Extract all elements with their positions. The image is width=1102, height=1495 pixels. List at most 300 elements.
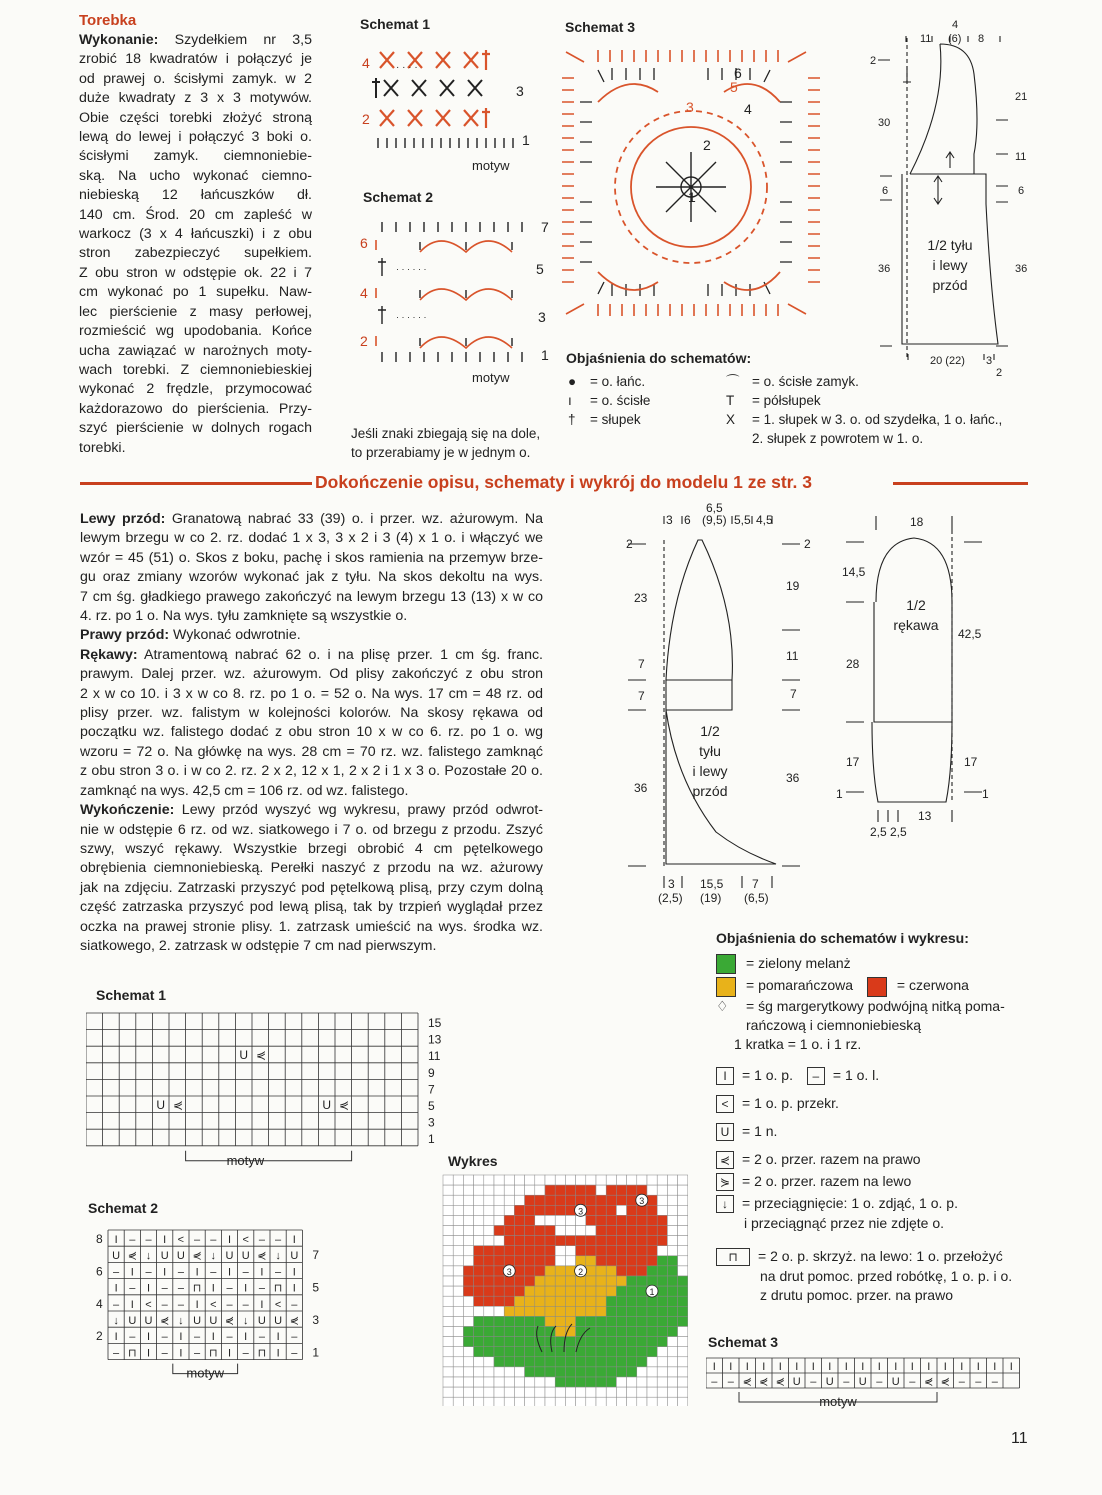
wykres-cell (463, 1377, 473, 1387)
s2-cell: I (244, 1282, 248, 1295)
wykres-cell (525, 1256, 535, 1266)
wykres-cell (576, 1316, 586, 1326)
wykres-cell (474, 1377, 484, 1387)
wykres-cell (504, 1195, 514, 1205)
bag-section (79, 12, 312, 458)
main-text-line: wzoru = 72 o. Na główkę na wys. 28 cm = 70 rz. wz. falistego zamknąć (80, 743, 543, 760)
bag-text-line: rozmieścić wg upodobania. Końce (79, 323, 312, 340)
wykres-cell (535, 1246, 545, 1256)
front-right-7: 7 (790, 687, 797, 701)
wykres-cell (647, 1226, 657, 1236)
wykres-cell (637, 1256, 647, 1266)
bag-text-line: torebki. (79, 439, 126, 456)
wykres-cell (565, 1246, 575, 1256)
wykres-cell (525, 1246, 535, 1256)
s2-cell: I (227, 1347, 232, 1360)
s2-cell: U (241, 1250, 250, 1263)
front-label-4: przód (692, 783, 728, 799)
wykres-cell (596, 1246, 606, 1256)
bag-title: Torebka (79, 12, 137, 29)
wykres-cell (657, 1185, 667, 1195)
c1-row-3: 3 (516, 83, 524, 99)
wykres-cell (535, 1337, 545, 1347)
s2-cell: I (163, 1266, 167, 1279)
wykres-cell (657, 1347, 667, 1357)
wykres-cell (647, 1236, 657, 1246)
wykres-cell (545, 1246, 555, 1256)
wykres-cell (525, 1347, 535, 1357)
wykres-cell (504, 1367, 514, 1377)
wykres-cell (606, 1306, 616, 1316)
wykres-cell (565, 1215, 575, 1225)
wykres-cell (637, 1316, 647, 1326)
s3-cell: – (727, 1376, 734, 1388)
wykres-cell (525, 1367, 535, 1377)
wykres-cell (474, 1357, 484, 1367)
front-right-36: 36 (786, 771, 800, 785)
wykres-cell (606, 1286, 616, 1296)
s3-cell: – (909, 1376, 916, 1388)
wykres-cell (576, 1226, 586, 1236)
wykres-cell (494, 1296, 504, 1306)
wykres-cell (647, 1347, 657, 1357)
wykres-cell (484, 1236, 494, 1246)
wykres-cell (514, 1347, 524, 1357)
s3-cell: I (778, 1361, 782, 1373)
s2-cell: I (260, 1298, 264, 1311)
wykres-cell (627, 1337, 637, 1347)
wykres-cell (616, 1316, 626, 1326)
wykres-cell (657, 1357, 667, 1367)
wykres-cell (596, 1377, 606, 1387)
wykres-cell (627, 1316, 637, 1326)
s2-cell: ↓ (145, 1250, 152, 1263)
wykres-cell (453, 1296, 463, 1306)
wykres-cell (504, 1306, 514, 1316)
wykres-cell (474, 1276, 484, 1286)
s3-cell: I (795, 1361, 799, 1373)
wykres-cell (494, 1327, 504, 1337)
s3-cell: I (729, 1361, 733, 1373)
wykres-cell (474, 1337, 484, 1347)
main-text-line: Wykończenie: Lewy przód wyszyć wg wykresu, prawy przód odwrot- (80, 802, 543, 819)
wykres-cell (616, 1256, 626, 1266)
wykres-cell (463, 1306, 473, 1316)
s2-cell: – (258, 1282, 265, 1295)
main-text-line: początku wz. falistego dodać z obu stron 10 x w co 6. rz. po 1 o. wg (80, 724, 543, 741)
wykres-cell (647, 1327, 657, 1337)
wykres-cell (443, 1327, 453, 1337)
wykres-cell (667, 1296, 677, 1306)
wykres-cell (565, 1266, 575, 1276)
s2-cell: ⋞ (127, 1250, 137, 1263)
cross-icon: X (726, 412, 736, 427)
wykres-cell (453, 1185, 463, 1195)
wykres-cell (627, 1215, 637, 1225)
wykres-cell (586, 1327, 596, 1337)
wykres-cell (627, 1256, 637, 1266)
wykres-cell (453, 1337, 463, 1347)
sleeve-right-17: 17 (964, 755, 978, 769)
wykres-cell (596, 1286, 606, 1296)
s2-cell: – (161, 1282, 168, 1295)
wykres-cell (627, 1246, 637, 1256)
bag-text-line: warkocz (3 x 4 łańcuszki) i z obu (79, 226, 312, 243)
wykres-cell (545, 1296, 555, 1306)
wykres-cell (627, 1236, 637, 1246)
bag-text-line: od prawej o. ścisłymi zamyk. w 2 (79, 70, 312, 87)
wykres-cell (576, 1306, 586, 1316)
wykres-cell (657, 1296, 667, 1306)
knit-legend-title: Objaśnienia do schematów i wykresu: (716, 930, 969, 946)
wykres-cell (494, 1205, 504, 1215)
wykres-cell (474, 1195, 484, 1205)
wykres-cell (504, 1226, 514, 1236)
front-top-55: 5,5 (734, 513, 751, 527)
wykres-cell (667, 1327, 677, 1337)
s3-cell: ⋞ (940, 1376, 950, 1388)
wykres-cell (494, 1316, 504, 1326)
s2-cell: – (161, 1347, 168, 1360)
main-text-heading: Wykończenie: (80, 802, 175, 819)
s2-row-label-l: 2 (96, 1329, 103, 1344)
wykres-cell (494, 1266, 504, 1276)
s2-cell: I (114, 1282, 118, 1295)
wykres-cell (453, 1327, 463, 1337)
wykres-cell (576, 1175, 586, 1185)
s2-cell: I (163, 1234, 167, 1246)
legend-sc: = o. ścisłe (590, 393, 651, 408)
main-text-line: wzór = 45 (51) o. Skos z boku, pachę i skos ramienia na przemyw brze- (80, 549, 543, 566)
s2-cell: I (179, 1347, 183, 1360)
wykres-cell (667, 1306, 677, 1316)
wykres-cell (545, 1236, 555, 1246)
legend-twisted: = 1 o. p. przekr. (742, 1094, 839, 1111)
wykres-cell (678, 1205, 688, 1215)
wykres-cell (545, 1226, 555, 1236)
red-swatch (867, 977, 887, 997)
wykres-cell (494, 1347, 504, 1357)
bag-text-line: lec pierścienie z masy perłowej, (79, 303, 312, 320)
wykres-cell (565, 1337, 575, 1347)
s2-cell: – (210, 1266, 217, 1279)
wykres-cell (535, 1276, 545, 1286)
wykres-cell (525, 1215, 535, 1225)
bag-text-line: stron zabezpieczyć supełkiem. (79, 245, 312, 262)
s2-cell: – (291, 1331, 298, 1344)
wykres-cell (484, 1387, 494, 1397)
s3-cell: I (844, 1361, 848, 1373)
main-text-heading: Lewy przód: (80, 511, 166, 527)
bag-bottom-3: 3 (986, 355, 993, 367)
wykres-cell (637, 1236, 647, 1246)
wykres-cell (453, 1367, 463, 1377)
wykres-cell (443, 1357, 453, 1367)
main-text-line: Rękawy: Atramentową nabrać 62 o. i na plisę przer. 1 cm śg. franc. (80, 646, 543, 663)
wykres-cell (443, 1296, 453, 1306)
wykres-cell (657, 1266, 667, 1276)
s2-cell: – (291, 1298, 298, 1311)
c1-row-4: 4 (362, 55, 370, 71)
wykres-cell (606, 1397, 616, 1406)
wykres-cell (637, 1226, 647, 1236)
wykres-cell (555, 1195, 565, 1205)
wykres-cell (443, 1175, 453, 1185)
wykres-cell (453, 1357, 463, 1367)
wykres-cell (606, 1175, 616, 1185)
s2-cell: < (242, 1234, 249, 1246)
s2-cell: < (274, 1298, 282, 1311)
wykres-cell (565, 1377, 575, 1387)
s2-motyw: motyw (186, 1365, 224, 1381)
wykres-cell (616, 1266, 626, 1276)
s2-row-label-r: 1 (312, 1345, 320, 1360)
bag-left-30: 30 (878, 117, 891, 129)
wykres-cell (576, 1185, 586, 1195)
wykres-cell (565, 1387, 575, 1397)
wykres-cell (627, 1296, 637, 1306)
wykres-cell (494, 1276, 504, 1286)
wykres-cell (586, 1205, 596, 1215)
wykres-cell (514, 1185, 524, 1195)
main-text (80, 510, 543, 956)
wykres-cell (545, 1316, 555, 1326)
crochet-schemat2-title: Schemat 2 (363, 189, 434, 205)
wykres-cell (586, 1276, 596, 1286)
wykres-cell (667, 1276, 677, 1286)
wykres-cell (647, 1377, 657, 1387)
wykres-cell (514, 1367, 524, 1377)
s2-cell: ⊓ (273, 1282, 283, 1295)
wykres-cell (637, 1327, 647, 1337)
wykres-cell (535, 1195, 545, 1205)
wykres-cell (484, 1357, 494, 1367)
wykres-cell (576, 1367, 586, 1377)
wykres-cell (667, 1226, 677, 1236)
wykres-cell (443, 1306, 453, 1316)
wykres-cell (484, 1327, 494, 1337)
wykres-cell (565, 1195, 575, 1205)
wykres-cell (667, 1236, 677, 1246)
main-text-line: gu oraz zmiany wzorów wykonać jak z tyłu. Na skos dekoltu na wys. (80, 569, 543, 586)
wykres-cell (596, 1316, 606, 1326)
bag-left-36: 36 (878, 263, 891, 275)
bag-text-line: wach torebki. Z ciemnoniebieskiej (79, 361, 312, 378)
bag-text-line: Z obu stron w odstępie ok. 22 i 7 (79, 264, 312, 281)
c1-motyw: motyw (472, 158, 510, 173)
bag-bottom-2: 2 (996, 367, 1003, 376)
main-text-line: Prawy przód: Wykonać odwrotnie. (80, 627, 301, 644)
wykres-cell (627, 1195, 637, 1205)
s2-cell: ⊓ (192, 1282, 202, 1295)
c1-row-2: 2 (362, 111, 370, 127)
wykres-cell (453, 1246, 463, 1256)
s2-cell: ↓ (210, 1250, 217, 1263)
wykres-cell (453, 1175, 463, 1185)
wykres-cell (586, 1256, 596, 1266)
wykres-cell (678, 1175, 688, 1185)
c2-motyw: motyw (472, 370, 510, 385)
wykres-cell (494, 1256, 504, 1266)
sleeve-top-18: 18 (910, 515, 924, 529)
s2-cell: ⋞ (192, 1250, 202, 1263)
wykres-cell (606, 1367, 616, 1377)
wykres-cell (637, 1286, 647, 1296)
c2-row-5: 5 (536, 261, 544, 277)
wykres-cell (596, 1367, 606, 1377)
wykres-cell (565, 1175, 575, 1185)
wykres-cell (565, 1236, 575, 1246)
wykres-cell (657, 1256, 667, 1266)
wykres-cell (525, 1195, 535, 1205)
s2-cell: I (244, 1331, 248, 1344)
s2-cell: – (113, 1347, 120, 1360)
wykres-cell (606, 1357, 616, 1367)
wykres-cell (443, 1316, 453, 1326)
wykres-cell (678, 1276, 688, 1286)
main-text-line: 7 cm śg. gładkiego prawego zakończyć na lewym brzegu 13 (13) x w co (80, 588, 543, 605)
wykres-cell (443, 1347, 453, 1357)
s2-cell: ⋞ (224, 1315, 235, 1327)
wykres-cell (555, 1367, 565, 1377)
main-text-line: plisy przer. wz. falistym w kolejności kolorów. Na skosy rękawa od (80, 705, 543, 722)
wykres-cell (667, 1286, 677, 1296)
main-text-line: 2 x w co 10. i 3 x w co 8. rz. po 1 o. = 52 o. Na wys. 17 cm = 48 rz. od (80, 685, 543, 702)
crochet-note-line2: to przerabiamy je w jednym o. (351, 445, 531, 460)
wykres-cell (443, 1377, 453, 1387)
sleeve-bottom-13: 13 (918, 809, 932, 823)
sleeve-left-17: 17 (846, 755, 860, 769)
c3-num-5: 5 (730, 79, 738, 95)
wykres-cell (627, 1286, 637, 1296)
legend-red: = czerwona (896, 977, 969, 994)
wykres-cell (484, 1205, 494, 1215)
front-pattern-diagram (618, 496, 818, 911)
wykres-cell (535, 1316, 545, 1326)
wykres-cell (494, 1357, 504, 1367)
wykres-cell (514, 1226, 524, 1236)
wykres-cell (637, 1185, 647, 1195)
legend-cable-1: = 2 o. p. skrzyż. na lewo: 1 o. przełożyć (758, 1247, 1003, 1264)
wykres-cell (606, 1236, 616, 1246)
wykres-cell (514, 1337, 524, 1347)
s2-cell: I (211, 1331, 215, 1344)
s2-cell: U (274, 1315, 283, 1327)
wykres-cell (545, 1205, 555, 1215)
dec-mark: ⋞ (173, 1098, 184, 1112)
wykres-cell (606, 1256, 616, 1266)
s2-row-label-r: 5 (312, 1280, 320, 1295)
wykres-cell (586, 1226, 596, 1236)
wykres-cell (647, 1357, 657, 1367)
wykres-cell (504, 1357, 514, 1367)
wykres-cell (616, 1397, 626, 1406)
wykres-cell (647, 1215, 657, 1225)
s2-cell: U (112, 1250, 121, 1263)
section-title: Dokończenie opisu, schematy i wykrój do modelu 1 ze str. 3 (315, 472, 812, 492)
wykres-cell (484, 1215, 494, 1225)
bag-top-11: 11 (920, 33, 932, 45)
wykres-cell (678, 1316, 688, 1326)
wykres-cell (667, 1397, 677, 1406)
s2-cell: U (176, 1250, 185, 1263)
wykres-cell (678, 1185, 688, 1195)
wykres-cell (494, 1387, 504, 1397)
wykres-cell (647, 1276, 657, 1286)
sleeve-left-145: 14,5 (842, 565, 866, 579)
wykres-cell (484, 1185, 494, 1195)
s3-cell: ⋞ (742, 1376, 752, 1388)
wykres-cell (525, 1286, 535, 1296)
wykres-cell (667, 1246, 677, 1256)
s2-cell: I (227, 1266, 232, 1279)
wykres-cell (647, 1205, 657, 1215)
s3-cell: – (843, 1376, 850, 1388)
s1-row-label: 7 (428, 1082, 435, 1097)
s2-cell: – (194, 1331, 201, 1344)
wykres-cell (504, 1387, 514, 1397)
wykres-cell (647, 1387, 657, 1397)
wykres-cell (565, 1306, 575, 1316)
s2-cell: – (226, 1282, 233, 1295)
wykres-cell (667, 1357, 677, 1367)
wykres-cell (525, 1377, 535, 1387)
wykres-cell (484, 1175, 494, 1185)
s3-cell: ⋞ (775, 1376, 785, 1388)
wykres-cell (606, 1195, 616, 1205)
wykres-cell (647, 1246, 657, 1256)
s2-cell: – (258, 1331, 265, 1344)
wykres-cell (474, 1236, 484, 1246)
wykres-mark-label: 3 (578, 1206, 584, 1217)
wykres-cell (678, 1357, 688, 1367)
wykres-cell (565, 1357, 575, 1367)
wykres-cell (637, 1266, 647, 1276)
yo-mark: U (156, 1098, 166, 1112)
main-text-line: z obu stron 3 o. i w co 2. rz. 2 x 2, 12 x 1, 2 x 2 i 1 x 3 o. Pozostałe 20 o. (80, 763, 543, 780)
bag-text (79, 31, 312, 458)
main-text-line: oczka na prawej stronie plisy. 1. zatrzask umieścić na wys. środka wz. (80, 918, 543, 935)
wykres-cell (453, 1387, 463, 1397)
c3-num-3: 3 (686, 99, 694, 115)
front-top-65: 6,5 (706, 501, 723, 515)
wykres-cell (545, 1347, 555, 1357)
wykres-cell (627, 1357, 637, 1367)
wykres-cell (637, 1296, 647, 1306)
wykres-cell (627, 1327, 637, 1337)
c3-num-4: 4 (744, 101, 752, 117)
s3-cell: – (876, 1376, 883, 1388)
wykres-cell (474, 1296, 484, 1306)
c2-row-7: 7 (541, 219, 549, 235)
page-number: 11 (1011, 1430, 1028, 1447)
wykres-cell (596, 1327, 606, 1337)
crochet-schemat1-title: Schemat 1 (360, 16, 431, 32)
wykres-cell (545, 1185, 555, 1195)
s2-cell: – (275, 1234, 282, 1246)
wykres-cell (627, 1367, 637, 1377)
wykres-cell (657, 1286, 667, 1296)
bag-text-line: ską. Na ucho wykonać ciemno- (79, 167, 312, 184)
wykres-cell (627, 1306, 637, 1316)
wykres-cell (596, 1215, 606, 1225)
wykres-cell (586, 1266, 596, 1276)
wykres-cell (606, 1266, 616, 1276)
wykres-cell (678, 1347, 688, 1357)
wykres-cell (637, 1306, 647, 1316)
wykres-cell (484, 1377, 494, 1387)
crochet-schemat1-diagram (356, 40, 536, 175)
